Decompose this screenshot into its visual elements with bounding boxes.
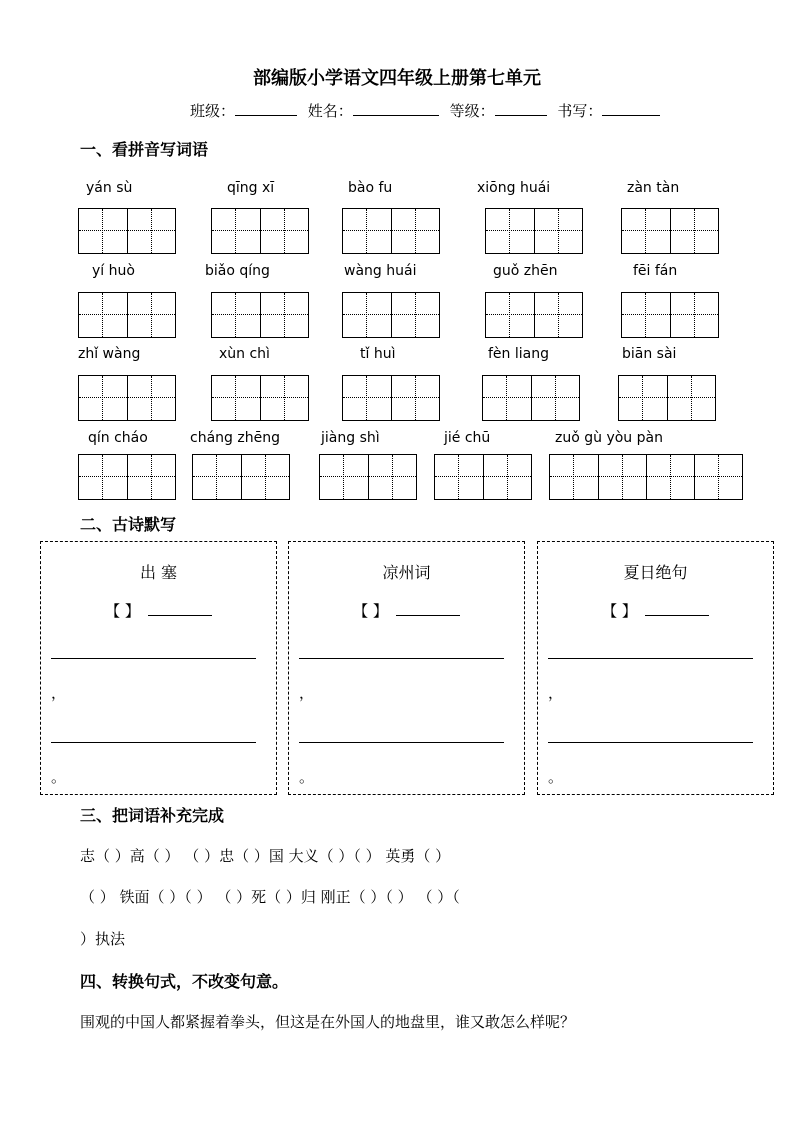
pinyin-label: biǎo qíng [205,263,270,279]
poem-box [537,541,774,795]
tianzige-cell[interactable] [241,455,289,499]
tianzige-cell[interactable] [127,376,175,420]
writing-grid[interactable] [485,208,583,254]
writing-grid[interactable] [78,454,176,500]
tianzige-cell[interactable] [127,209,175,253]
pinyin-label: cháng zhēng [190,430,280,446]
tianzige-cell[interactable] [483,376,531,420]
writing-grid[interactable] [211,208,309,254]
name-blank[interactable] [353,101,439,116]
pinyin-label: fēi fán [633,263,678,279]
section1-heading: 一、看拼音写词语 [80,140,209,159]
poem-line-blank[interactable] [299,742,504,743]
dynasty-bracket: 【 】 [602,602,637,620]
tianzige-cell[interactable] [368,455,416,499]
writing-grid[interactable] [342,292,440,338]
tianzige-cell[interactable] [598,455,646,499]
writing-grid[interactable] [342,208,440,254]
poem-line-blank[interactable] [548,742,753,743]
pinyin-label: zàn tàn [627,180,680,196]
pinyin-label: xùn chì [219,346,270,362]
idiom-line-1: 志（ ）高（ ） （ ）忠（ ）国 大义（ ）（ ） 英勇（ ） [80,847,451,865]
writing-grid[interactable] [485,292,583,338]
tianzige-cell[interactable] [79,209,127,253]
tianzige-cell[interactable] [646,455,694,499]
tianzige-cell[interactable] [486,209,534,253]
poem-author-line [538,600,773,621]
poem-period: 。 [299,768,315,786]
tianzige-cell[interactable] [343,376,391,420]
pinyin-label: yí huò [92,263,135,279]
tianzige-cell[interactable] [127,293,175,337]
poem-box [288,541,525,795]
grade-label: 等级： [449,102,495,120]
tianzige-cell[interactable] [667,376,715,420]
section2-heading: 二、古诗默写 [80,515,177,534]
tianzige-cell[interactable] [193,455,241,499]
pinyin-label: guǒ zhēn [493,263,558,279]
tianzige-cell[interactable] [694,455,742,499]
section3-heading: 三、把词语补充完成 [80,806,225,825]
poem-comma: ， [51,684,67,702]
writing-blank[interactable] [602,101,660,116]
writing-grid[interactable] [78,292,176,338]
pinyin-label: xiōng huái [477,180,551,196]
tianzige-cell[interactable] [260,376,308,420]
poem-author-line [41,600,276,621]
pinyin-label: bào fu [348,180,393,196]
poem-title: 出 塞 [139,563,178,582]
poem-line-blank[interactable] [51,742,256,743]
poem-period: 。 [548,768,564,786]
tianzige-cell[interactable] [79,293,127,337]
tianzige-cell[interactable] [435,455,483,499]
poem-comma: ， [299,684,315,702]
tianzige-cell[interactable] [212,209,260,253]
poem-author-line [289,600,524,621]
dynasty-bracket: 【 】 [105,602,140,620]
tianzige-cell[interactable] [550,455,598,499]
writing-grid[interactable] [621,292,719,338]
tianzige-cell[interactable] [622,209,670,253]
tianzige-cell[interactable] [212,293,260,337]
tianzige-cell[interactable] [127,455,175,499]
pinyin-label: fèn liang [488,346,549,362]
pinyin-label: jiàng shì [321,430,380,446]
poem-period: 。 [51,768,67,786]
tianzige-cell[interactable] [534,293,582,337]
poem-line-blank[interactable] [548,658,753,659]
pinyin-label: zhǐ wàng [78,346,141,362]
tianzige-cell[interactable] [79,376,127,420]
pinyin-label: biān sài [622,346,677,362]
tianzige-cell[interactable] [483,455,531,499]
name-label: 姓名： [307,102,353,120]
author-blank[interactable] [148,601,212,616]
pinyin-label: qín cháo [88,430,148,446]
poem-title: 夏日绝句 [623,563,688,582]
section4-heading: 四、转换句式，不改变句意。 [80,972,289,991]
page-title: 部编版小学语文四年级上册第七单元 [253,68,541,89]
poem-line-blank[interactable] [299,658,504,659]
author-blank[interactable] [645,601,709,616]
tianzige-cell[interactable] [343,209,391,253]
transform-sentence: 围观的中国人都紧握着拳头，但这是在外国人的地盘里，谁又敢怎么样呢？ [80,1013,576,1031]
tianzige-cell[interactable] [79,455,127,499]
pinyin-label: tǐ huì [360,346,396,362]
tianzige-cell[interactable] [670,293,718,337]
writing-grid[interactable] [618,375,716,421]
poem-comma: ， [548,684,564,702]
writing-grid[interactable] [549,454,743,500]
tianzige-cell[interactable] [391,209,439,253]
writing-grid[interactable] [482,375,580,421]
pinyin-label: wàng huái [344,263,417,279]
tianzige-cell[interactable] [391,376,439,420]
tianzige-cell[interactable] [260,293,308,337]
author-blank[interactable] [396,601,460,616]
writing-grid[interactable] [621,208,719,254]
class-label: 班级： [190,102,236,120]
poem-title: 凉州词 [382,563,431,582]
tianzige-cell[interactable] [343,293,391,337]
writing-grid[interactable] [78,208,176,254]
tianzige-cell[interactable] [486,293,534,337]
poem-box [40,541,277,795]
grade-blank[interactable] [495,101,547,116]
tianzige-cell[interactable] [534,209,582,253]
tianzige-cell[interactable] [320,455,368,499]
student-info-line [190,100,666,121]
dynasty-bracket: 【 】 [353,602,388,620]
writing-grid[interactable] [434,454,532,500]
poem-line-blank[interactable] [51,658,256,659]
writing-grid[interactable] [342,375,440,421]
tianzige-cell[interactable] [619,376,667,420]
tianzige-cell[interactable] [212,376,260,420]
writing-grid[interactable] [192,454,290,500]
writing-grid[interactable] [78,375,176,421]
idiom-line-3: ）执法 [80,930,126,948]
pinyin-label: jié chū [444,430,491,446]
tianzige-cell[interactable] [391,293,439,337]
pinyin-label: zuǒ gù yòu pàn [555,430,663,446]
class-blank[interactable] [235,101,297,116]
idiom-line-2: （ ） 铁面（ ）（ ） （ ）死（ ）归 刚正（ ）（ ） （ ）（ [80,888,460,906]
writing-grid[interactable] [211,375,309,421]
tianzige-cell[interactable] [260,209,308,253]
writing-label: 书写： [557,102,603,120]
tianzige-cell[interactable] [531,376,579,420]
tianzige-cell[interactable] [622,293,670,337]
writing-grid[interactable] [319,454,417,500]
pinyin-label: yán sù [86,180,133,196]
tianzige-cell[interactable] [670,209,718,253]
pinyin-label: qīng xī [227,180,275,196]
writing-grid[interactable] [211,292,309,338]
